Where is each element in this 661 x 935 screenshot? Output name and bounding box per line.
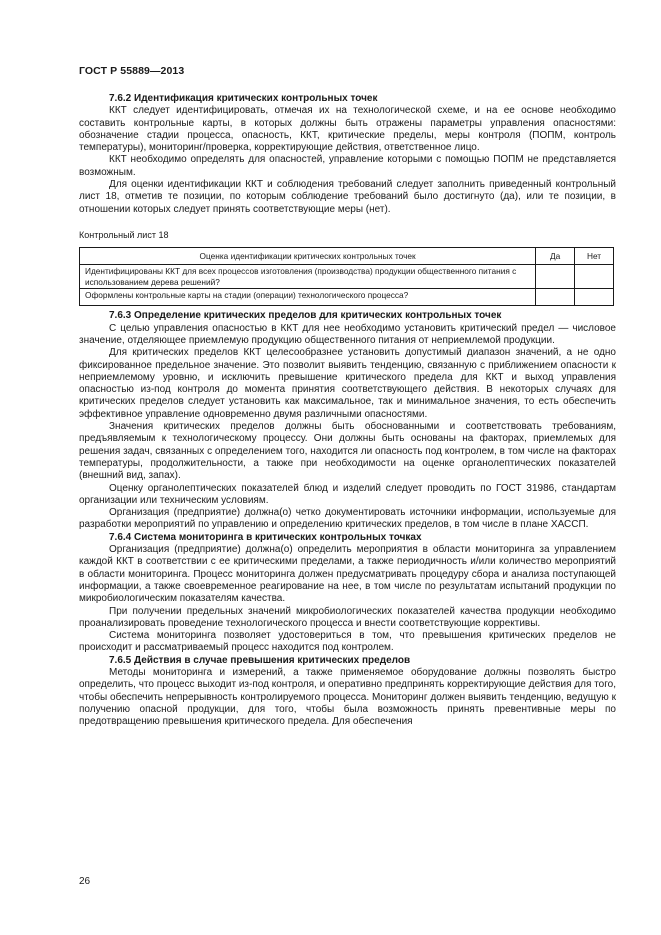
page-number: 26 xyxy=(79,876,91,887)
section-heading: 7.6.3 Определение критических пределов для критических контрольных точек xyxy=(109,310,502,322)
page-content xyxy=(79,93,616,728)
checklist-no-cell[interactable] xyxy=(575,265,614,289)
section-heading: 7.6.5 Действия в случае превышения критических пределов xyxy=(109,654,411,666)
checklist-header-yes: Да xyxy=(536,247,575,264)
paragraph: ККТ необходимо определять для опасностей, управление которыми с помощью ПОПМ не представляется возможным. xyxy=(79,154,616,178)
paragraph: С целью управления опасностью в ККТ для нее необходимо установить критический предел — числовое значение, отделяющее приемлемую продукцию общественного питания от неприемлемой продукции. xyxy=(79,322,616,346)
checklist-header-question: Оценка идентификации критических контрольных точек xyxy=(80,247,536,264)
checklist-header-no: Нет xyxy=(575,247,614,264)
paragraph: Для оценки идентификации ККТ и соблюдения требований следует заполнить приведенный контрольный лист 18, отметив те позиции, по которым соблюдение требований было достигнуто (да), или те позиции, в отношении которых следует принять соответствующие меры (нет). xyxy=(79,179,616,215)
paragraph: Значения критических пределов должны быть обоснованными и соответствовать требованиям, предъявляемым к технологическому процессу. Они должны быть основаны на факторах, приемлемых для решения задач, связанных с определением того, находится ли опасность под контролем, в том числе на факторах температуры, продолжительности, а также при необходимости на оценке органолептических показателей (внешний вид, запах). xyxy=(79,421,616,482)
section-7-6-3 xyxy=(79,310,616,531)
paragraph: Для критических пределов ККТ целесообразнее установить допустимый диапазон значений, а не одно фиксированное предельное значение. Это позволит выявить тенденцию, связанную с приближением опасности к неприемлемому уровню, и исключить превышение критического предела для ККТ и выход управления опасностью из-под контроля до момента принятия соответствующего действия. В некоторых случаях для критических пределов следует установить как максимальное, так и минимальное значения, то есть обеспечить эффективное управление одновременно двумя различными опасностями. xyxy=(79,347,616,420)
checklist-table xyxy=(79,247,614,306)
checklist-yes-cell[interactable] xyxy=(536,289,575,306)
paragraph: Организация (предприятие) должна(о) определить мероприятия в области мониторинга за управлением каждой ККТ в соответствии с ее критическими пределами, а также периодичность и/или количество мероприятий в области мониторинга. Процесс мониторинга должен предусматривать процедуру сбора и анализа поступающей информации, а также своевременное реагирование на нее, в том числе по результатам испытаний продукции по микробиологическим показателям качества. xyxy=(79,544,616,605)
paragraph: ККТ следует идентифицировать, отмечая их на технологической схеме, и на ее основе необходимо составить контрольные карты, в которых должны быть отражены параметры управления опасностями: обозначение стадии процесса, опасность, ККТ, критические пределы, меры контроля (ПОПМ, контроль температуры), мониторинг/проверка, корректирующие действия, ответственное лицо. xyxy=(79,105,616,154)
section-7-6-4 xyxy=(79,532,616,655)
checklist-no-cell[interactable] xyxy=(575,289,614,306)
section-7-6-5 xyxy=(79,655,616,729)
paragraph: Система мониторинга позволяет удостовериться в том, что превышения критических пределов не происходит и рассматриваемый процесс находится под контролем. xyxy=(79,630,616,654)
checklist-row xyxy=(80,265,614,289)
section-7-6-2 xyxy=(79,93,616,216)
checklist-header-row xyxy=(80,247,614,264)
section-heading: 7.6.2 Идентификация критических контрольных точек xyxy=(109,93,378,104)
paragraph: Методы мониторинга и измерений, а также применяемое оборудование должны позволять быстро определить, что процесс выходит из-под контроля, и оперативно предпринять корректирующие действия для того, чтобы обеспечить непрерывность контролируемого процесса. Мониторинг должен выявить тенденцию, ведущую к получению опасной продукции, для того, чтобы была возможность принять превентивные меры по предотвращению превышения критического предела. Для обеспечения xyxy=(79,666,616,728)
checklist-question: Оформлены контрольные карты на стадии (операции) технологического процесса? xyxy=(80,289,536,306)
checklist-question: Идентифицированы ККТ для всех процессов изготовления (производства) продукции общественного питания с использованием дерева решений? xyxy=(80,265,536,289)
checklist-label: Контрольный лист 18 xyxy=(79,229,169,240)
document-code-header: ГОСТ Р 55889—2013 xyxy=(79,65,185,77)
paragraph: Оценку органолептических показателей блюд и изделий следует проводить по ГОСТ 31986, стандартам организации или техническим условиям. xyxy=(79,482,616,506)
section-heading: 7.6.4 Система мониторинга в критических контрольных точках xyxy=(109,531,422,543)
checklist-yes-cell[interactable] xyxy=(536,265,575,289)
checklist-row xyxy=(80,289,614,306)
paragraph: Организация (предприятие) должна(о) четко документировать источники информации, используемые для разработки мероприятий по управлению и определению критических пределов, в том числе в плане ХАССП. xyxy=(79,507,616,531)
paragraph: При получении предельных значений микробиологических показателей качества продукции необходимо проанализировать проведение технологического процесса и внести соответствующие коррективы. xyxy=(79,605,616,629)
